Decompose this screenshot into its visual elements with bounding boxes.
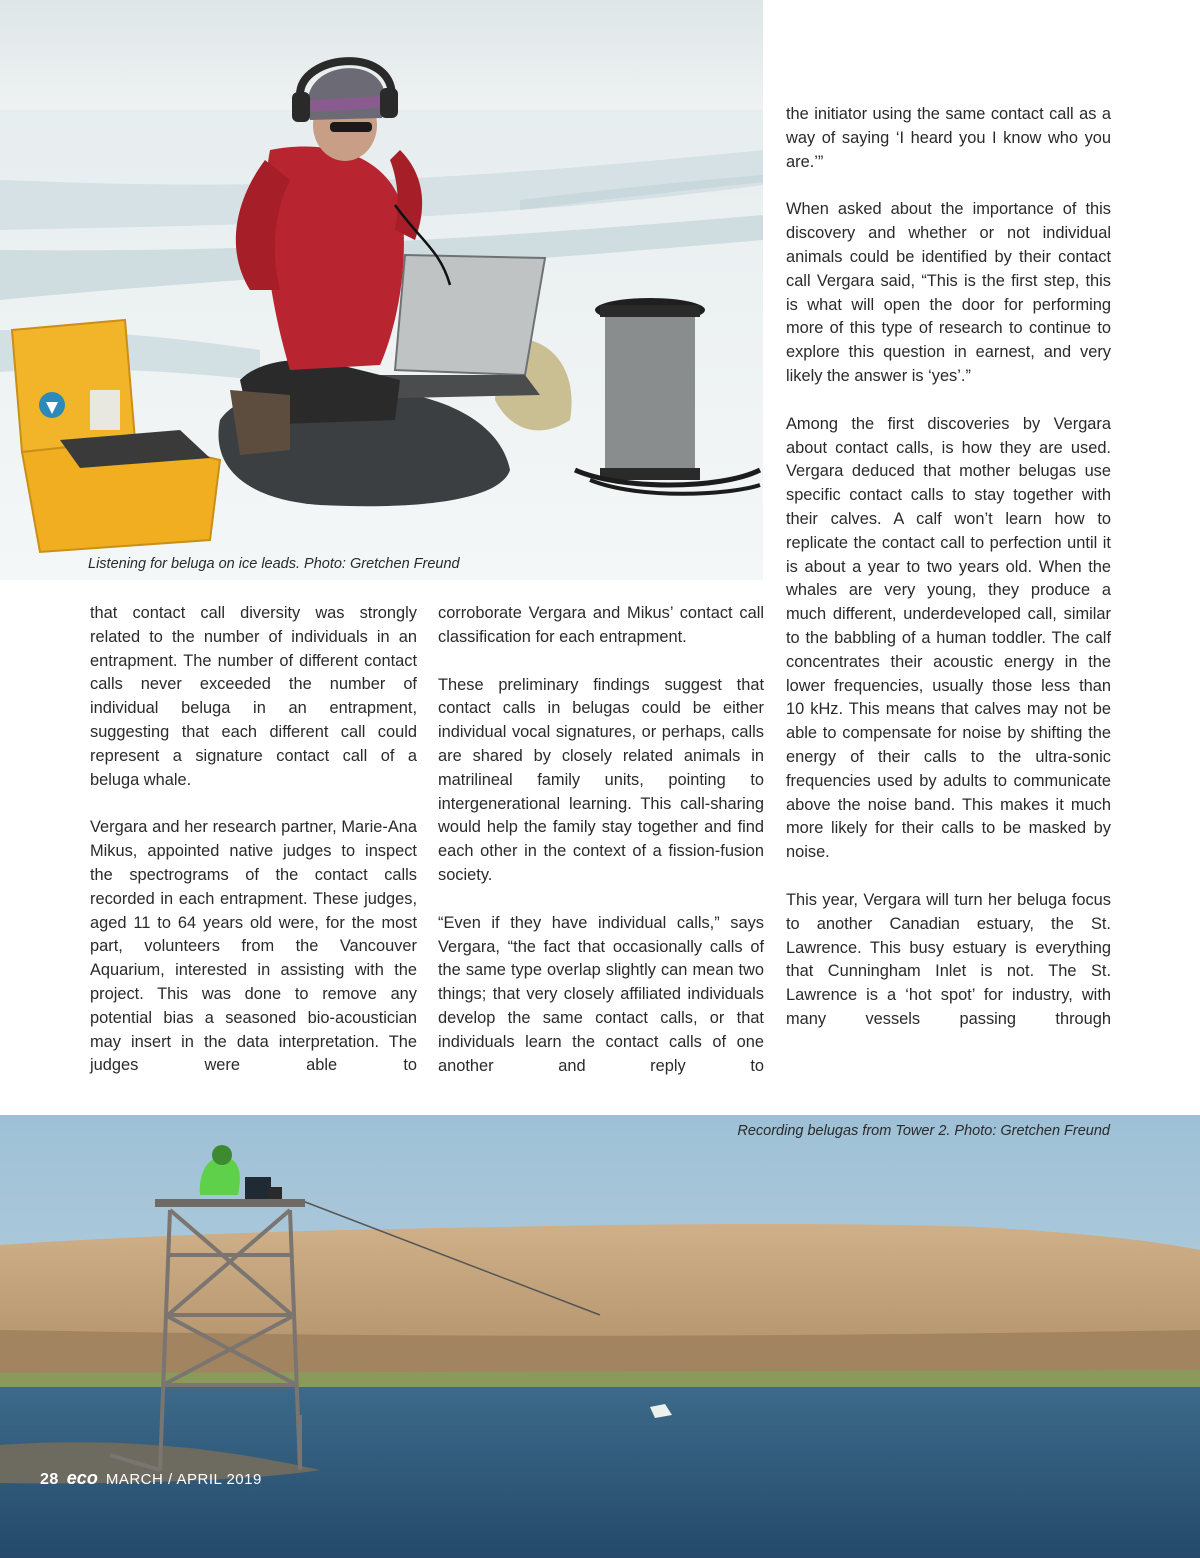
paragraph: These preliminary findings suggest that contact calls in belugas could be either individual vocal signatures, or perhaps, calls are shared by closely related animals in matrilineal family units, pointing to intergenerational learning. This call-sharing would help the family stay together and find each other in the context of a fission-fusion society.: [438, 675, 764, 884]
estuary-scene-illustration: [0, 1115, 1200, 1558]
paragraph: This year, Vergara will turn her beluga focus to another Canadian estuary, the St. Lawrence. This busy estuary is everything that Cunningham Inlet is not. The St. Lawrence is a ‘hot spot’ for industry, with many vessels passing through: [786, 890, 1111, 1028]
ice-scene-illustration: [0, 0, 763, 580]
paragraph: that contact call diversity was strongly related to the number of individuals in an entrapment. The number of different contact calls never exceeded the number of individual beluga in an entrapment, suggesting that each different call could represent a signature contact call of a beluga whale.: [90, 604, 417, 789]
paragraph: Vergara and her research partner, Marie-Ana Mikus, appointed native judges to inspect the spectrograms of the contact calls recorded in each entrapment. These judges, aged 11 to 64 years old were, for the most part, volunteers from the Vancouver Aquarium, interested in assisting with the project. This was done to remove any potential bias a seasoned bio-acoustician may insert in the data interpretation. The judges were able to: [90, 818, 417, 1075]
paragraph: corroborate Vergara and Mikus’ contact call classification for each entrapment.: [438, 604, 764, 646]
photo-tower-recording: [0, 1115, 1200, 1558]
issue-date: MARCH / APRIL 2019: [105, 1471, 262, 1488]
paragraph: “Even if they have individual calls,” says Vergara, “the fact that occasionally calls of the same type overlap slightly can mean two things; that very closely affiliated individuals develop the same contact calls, or that individuals learn the contact calls of one another and reply to: [438, 913, 764, 1075]
photo-ice-listening: [0, 0, 763, 580]
page-number: 28: [40, 1471, 59, 1488]
paragraph: the initiator using the same contact call as a way of saying ‘I heard you I know who you are.’”: [786, 105, 1111, 171]
article-column-3: [786, 103, 1111, 1032]
magazine-logo: eco: [66, 1468, 98, 1488]
paragraph: Among the first discoveries by Vergara about contact calls, is how they are used. Vergara deduced that mother belugas use specific contact calls to stay together with their calves. A calf won’t learn how to replicate the contact call to perfection until it is about a year to two years old. When the whales are very young, they produce a much different, underdeveloped call, similar to the babbling of a human toddler. The calf concentrates their acoustic energy in the lower frequencies, usually those less than 10 kHz. This means that calves may not be able to compensate for noise by shifting the energy of their calls to the ultra-sonic frequencies used by adults to communicate above the noise band. This makes it much more likely for their calls to be masked by noise.: [786, 414, 1111, 862]
page-footer: [40, 1468, 262, 1489]
paragraph: When asked about the importance of this discovery and whether or not individual animals could be identified by their contact call Vergara said, “This is the first step, this is what will open the door for performing more of this type of research to continue to explore this question in earnest, and very likely the answer is ‘yes’.”: [786, 200, 1111, 385]
article-column-2: [438, 602, 764, 1078]
article-column-1: [90, 602, 417, 1078]
top-photo-caption: Listening for beluga on ice leads. Photo: Gretchen Freund: [88, 556, 460, 572]
bottom-photo-caption: Recording belugas from Tower 2. Photo: Gretchen Freund: [737, 1123, 1110, 1139]
